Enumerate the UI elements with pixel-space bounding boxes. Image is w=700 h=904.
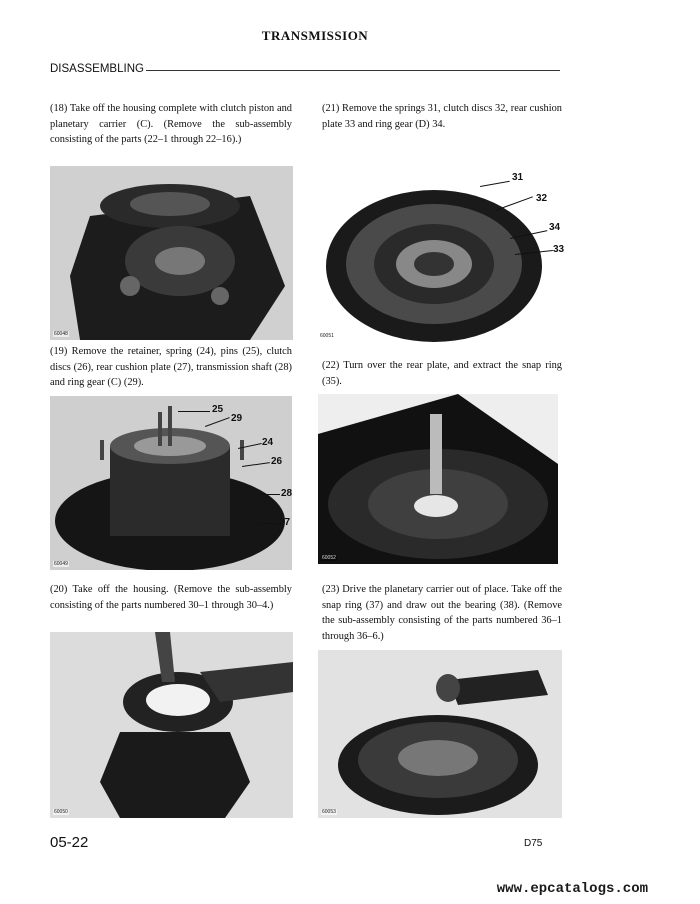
callout-26: 26	[271, 456, 283, 467]
step-23-text: (23) Drive the planetary carrier out of place. Take off the snap ring (37) and draw out the bearing (38). (Remove the sub-assembly consisting of the parts numbered 36–1 through 36–6.)	[322, 584, 562, 642]
figure-number: 60048	[54, 331, 68, 337]
section-rule	[146, 70, 560, 71]
step-21-text: (21) Remove the springs 31, clutch discs 32, rear cushion plate 33 and ring gear (D) 34.	[322, 103, 562, 130]
figure-number: 60052	[322, 555, 336, 561]
callout-leader	[258, 523, 278, 524]
callout-leader	[260, 494, 280, 495]
photo-housing-removal	[50, 166, 293, 340]
step-19-text: (19) Remove the retainer, spring (24), pins (25), clutch discs (26), rear cushion plate (27), transmission shaft (28) and ring gear (C) (29).	[50, 346, 292, 388]
callout-leader	[178, 411, 210, 412]
page-number: 05-22	[50, 834, 89, 851]
callout-28: 28	[281, 488, 293, 499]
watermark-url: www.epcatalogs.com	[496, 881, 648, 897]
figure-number: 60050	[54, 809, 68, 815]
step-18-text: (18) Take off the housing complete with clutch piston and planetary carrier (C). (Remove the sub-assembly consisting of the parts (22–1 through 22–16).)	[50, 103, 292, 145]
housing-photo-illustration	[50, 166, 293, 340]
callout-27: 27	[279, 517, 291, 528]
callout-31: 31	[512, 172, 524, 183]
callout-33: 33	[553, 244, 565, 255]
callout-34: 34	[549, 222, 561, 233]
callout-29: 29	[231, 413, 243, 424]
retainer-photo-illustration	[50, 396, 292, 570]
step-20-text: (20) Take off the housing. (Remove the sub-assembly consisting of the parts numbered 30–1 through 30–4.)	[50, 584, 292, 611]
step-22-text: (22) Turn over the rear plate, and extract the snap ring (35).	[322, 360, 562, 387]
figure-number: 60051	[320, 333, 334, 339]
callout-24: 24	[262, 437, 274, 448]
model-label: D75	[524, 838, 543, 849]
page-title: TRANSMISSION	[261, 28, 369, 43]
figure-number: 60049	[54, 561, 68, 567]
callout-25: 25	[212, 404, 224, 415]
snap-ring-photo-illustration	[318, 394, 558, 564]
planetary-carrier-photo-illustration	[318, 650, 562, 818]
photo-snap-ring-extraction	[318, 394, 558, 564]
photo-retainer-removal	[50, 396, 292, 570]
section-heading: DISASSEMBLING	[50, 63, 144, 75]
housing-lift-photo-illustration	[50, 632, 293, 818]
photo-housing-lift	[50, 632, 293, 818]
photo-planetary-carrier	[318, 650, 562, 818]
callout-32: 32	[536, 193, 548, 204]
figure-number: 60053	[322, 809, 336, 815]
